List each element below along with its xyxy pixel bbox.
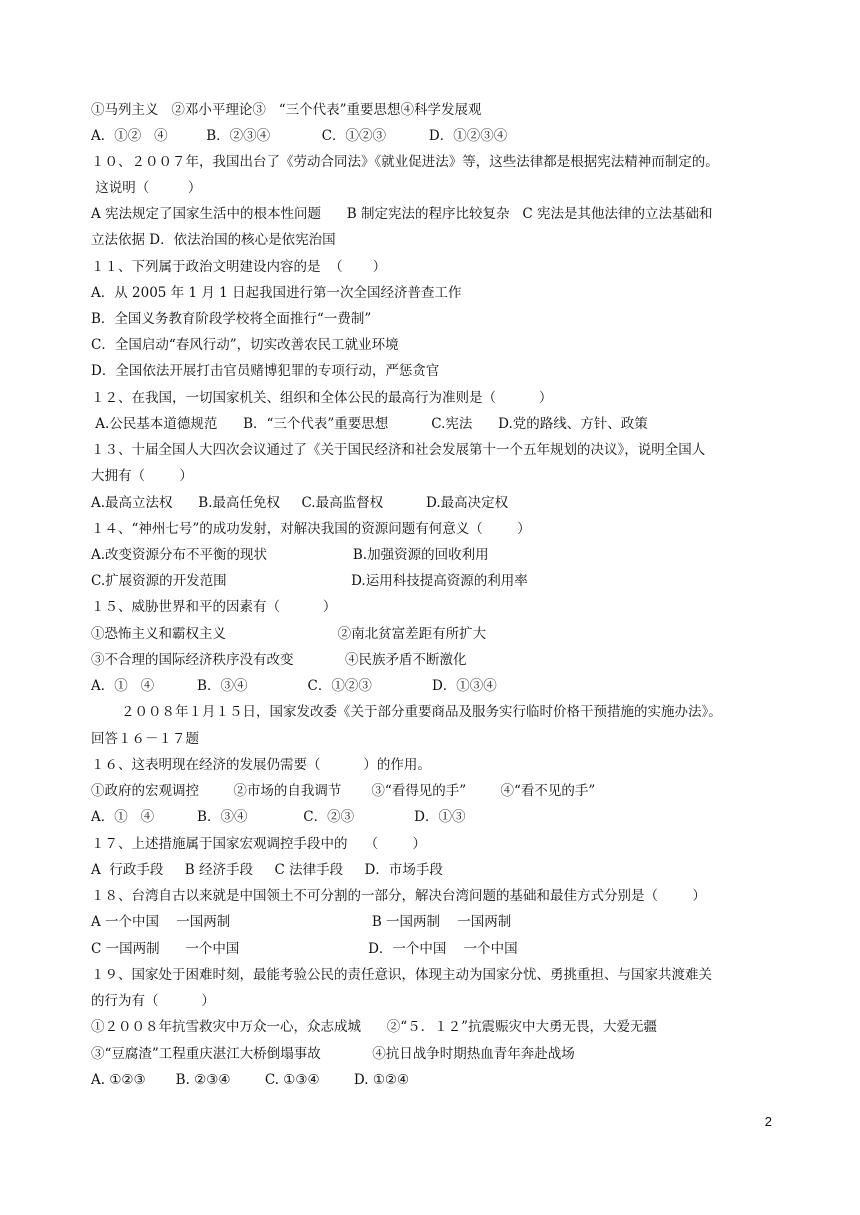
text-line: １５、威胁世界和平的因素有（ ）: [91, 599, 337, 615]
text-line: A 一个中国 一国两制 B 一国两制 一国两制: [91, 914, 512, 930]
text-line: ①恐怖主义和霸权主义 ②南北贫富差距有所扩大: [91, 626, 487, 642]
text-line: １４、“神州七号”的成功发射，对解决我国的资源问题有何意义（ ）: [91, 521, 531, 537]
text-line: A.公民基本道德规范 B．“三个代表”重要思想 C.宪法 D.党的路线、方针、政策: [91, 416, 648, 432]
text-line: 立法依据 D．依法治国的核心是依宪治国: [91, 232, 336, 248]
text-line: C.扩展资源的开发范围 D.运用科技提高资源的利用率: [91, 573, 528, 589]
text-line: A. ①②③ B. ②③④ C. ①③④ D. ①②④: [91, 1072, 410, 1088]
text-line: A．① ④ B．③④ C．①②③ D．①③④: [91, 678, 497, 694]
text-line: ①政府的宏观调控 ②市场的自我调节 ③“看得见的手” ④“看不见的手”: [91, 783, 596, 799]
text-line: １２、在我国，一切国家机关、组织和全体公民的最高行为准则是（ ）: [91, 390, 553, 406]
text-line: 的行为有（ ）: [91, 993, 215, 1009]
text-line: １０、２００７年，我国出台了《劳动合同法》《就业促进法》等，这些法律都是根据宪法精神而制定的。: [91, 154, 719, 170]
text-line: 这说明（ ）: [91, 180, 202, 196]
text-line: A．① ④ B．③④ C．②③ D．①③: [91, 809, 466, 825]
text-line: ①２００８年抗雪救灾中万众一心，众志成城 ②“５．１２”抗震赈灾中大勇无畏，大爱无疆: [91, 1019, 658, 1035]
text-line: １９、国家处于困难时刻，最能考验公民的责任意识，体现主动为国家分忧、勇挑重担、与国家共渡难关: [91, 967, 712, 983]
text-line: A.改变资源分布不平衡的现状 B.加强资源的回收利用: [91, 547, 489, 563]
page-number: 2: [764, 1114, 772, 1129]
text-line: ③不合理的国际经济秩序没有改变 ④民族矛盾不断激化: [91, 652, 467, 668]
text-line: １７、上述措施属于国家宏观调控手段中的 （ ）: [91, 836, 426, 852]
text-line: A 宪法规定了国家生活中的根本性问题 B 制定宪法的程序比较复杂 C 宪法是其他法律的立法基础和: [91, 206, 713, 222]
text-line: ①马列主义 ②邓小平理论③ “三个代表”重要思想④科学发展观: [91, 102, 482, 118]
text-line: １１、下列属于政治文明建设内容的是 （ ）: [91, 259, 387, 275]
text-line: C．全国启动“春风行动”，切实改善农民工就业环境: [91, 337, 399, 353]
text-line: C 一国两制 一个中国 D．一个中国 一个中国: [91, 941, 518, 957]
text-line: D．全国依法开展打击官员赌博犯罪的专项行动，严惩贪官: [91, 363, 440, 379]
text-line: A.最高立法权 B.最高任免权 C.最高监督权 D.最高决定权: [91, 495, 509, 511]
text-line: A．①② ④ B．②③④ C．①②③ D．①②③④: [91, 128, 508, 144]
text-line: 大拥有（ ）: [91, 468, 193, 484]
text-line: B．全国义务教育阶段学校将全面推行“一费制”: [91, 311, 372, 327]
text-line: A 行政手段 B 经济手段 C 法律手段 D．市场手段: [91, 862, 443, 878]
text-line: A．从 2005 年 1 月 1 日起我国进行第一次全国经济普查工作: [91, 285, 462, 301]
text-line: １６、这表明现在经济的发展仍需要（ ）的作用。: [91, 757, 431, 773]
text-line: ③“豆腐渣”工程重庆湛江大桥倒塌事故 ④抗日战争时期热血青年奔赴战场: [91, 1046, 575, 1062]
text-line: ２００８年１月１５日，国家发改委《关于部分重要商品及服务实行临时价格干预措施的实施办法》。: [91, 704, 722, 720]
text-line: １３、十届全国人大四次会议通过了《关于国民经济和社会发展第十一个五年规划的决议》，说明全国人: [91, 442, 706, 458]
text-line: １８、台湾自古以来就是中国领土不可分割的一部分，解决台湾问题的基础和最佳方式分别是（ ）: [91, 888, 706, 904]
text-line: 回答１６－１７题: [91, 731, 199, 747]
